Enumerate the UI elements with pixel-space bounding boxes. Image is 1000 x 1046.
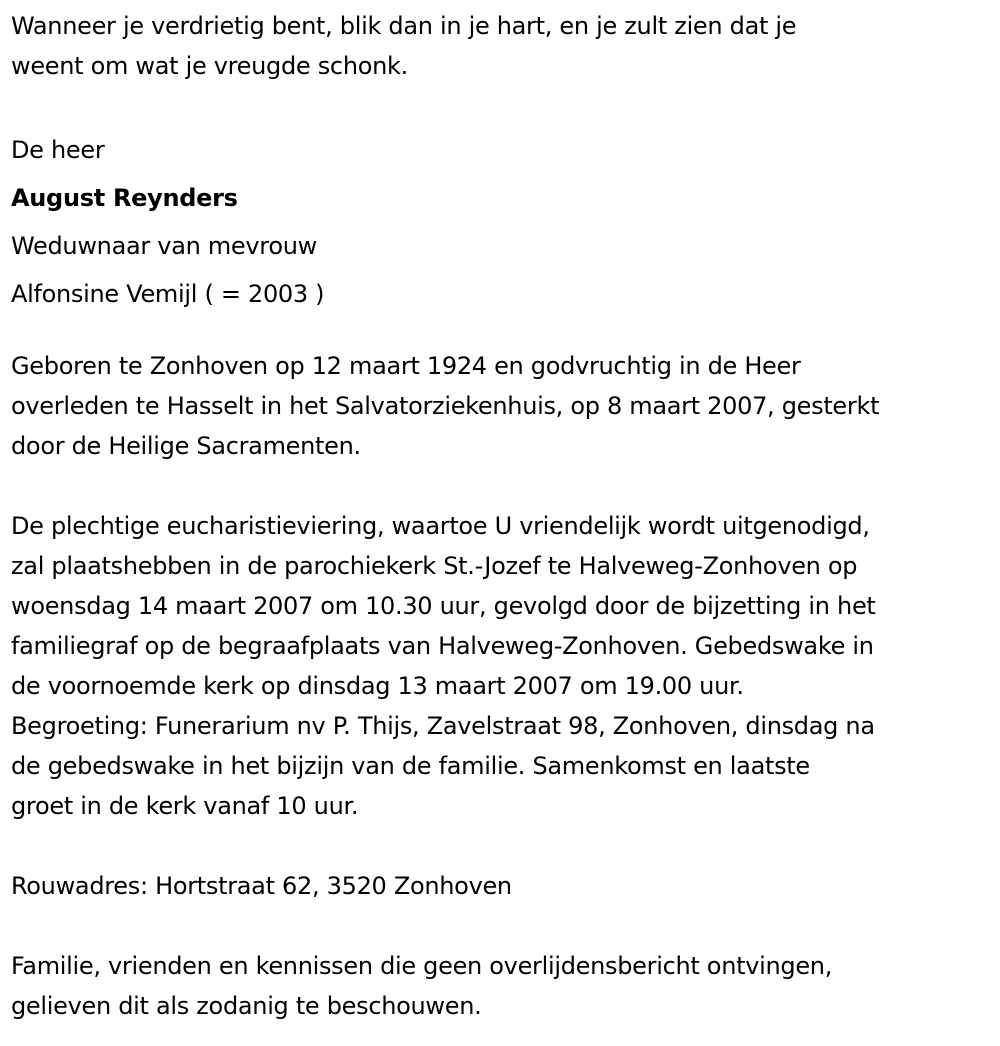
mourning-address	[11, 866, 996, 906]
ceremony-paragraph	[11, 506, 996, 826]
paragraph-line: groet in de kerk vanaf 10 uur.	[11, 792, 359, 820]
paragraph-line: woensdag 14 maart 2007 om 10.30 uur, gevolgd door de bijzetting in het	[11, 592, 876, 620]
spacer	[11, 318, 996, 346]
quote-line: Wanneer je verdrietig bent, blik dan in je hart, en je zult zien dat je	[11, 12, 797, 40]
deceased-name: August Reynders	[11, 184, 238, 212]
paragraph-line: Begroeting: Funerarium nv P. Thijs, Zavelstraat 98, Zonhoven, dinsdag na	[11, 712, 875, 740]
spacer	[11, 906, 996, 946]
spacer	[11, 466, 996, 506]
paragraph-line: overleden te Hasselt in het Salvatorziekenhuis, op 8 maart 2007, gesterkt	[11, 392, 880, 420]
paragraph-line: De plechtige eucharistieviering, waartoe U vriendelijk wordt uitgenodigd,	[11, 512, 870, 540]
paragraph-line: door de Heilige Sacramenten.	[11, 432, 361, 460]
relation-text: Weduwnaar van mevrouw	[11, 232, 317, 260]
paragraph-line: Geboren te Zonhoven op 12 maart 1924 en godvruchtig in de Heer	[11, 352, 801, 380]
closing-paragraph	[11, 946, 996, 1026]
spacer	[11, 826, 996, 866]
paragraph-line: zal plaatshebben in de parochiekerk St.-Jozef te Halveweg-Zonhoven op	[11, 552, 858, 580]
quote-line: weent om wat je vreugde schonk.	[11, 52, 408, 80]
paragraph-line: gelieven dit als zodanig te beschouwen.	[11, 992, 482, 1020]
paragraph-line: de gebedswake in het bijzijn van de familie. Samenkomst en laatste	[11, 752, 810, 780]
spouse-name: Alfonsine Vemijl ( = 2003 )	[11, 280, 325, 308]
spacer	[11, 86, 996, 126]
paragraph-line: de voornoemde kerk op dinsdag 13 maart 2007 om 19.00 uur.	[11, 672, 744, 700]
salutation: De heer	[11, 136, 105, 164]
paragraph-line: familiegraf op de begraafplaats van Halveweg-Zonhoven. Gebedswake in	[11, 632, 874, 660]
opening-quote	[11, 6, 996, 86]
death-notice	[11, 6, 996, 1026]
address-line: Rouwadres: Hortstraat 62, 3520 Zonhoven	[11, 872, 512, 900]
birth-death-paragraph	[11, 346, 996, 466]
paragraph-line: Familie, vrienden en kennissen die geen overlijdensbericht ontvingen,	[11, 952, 833, 980]
